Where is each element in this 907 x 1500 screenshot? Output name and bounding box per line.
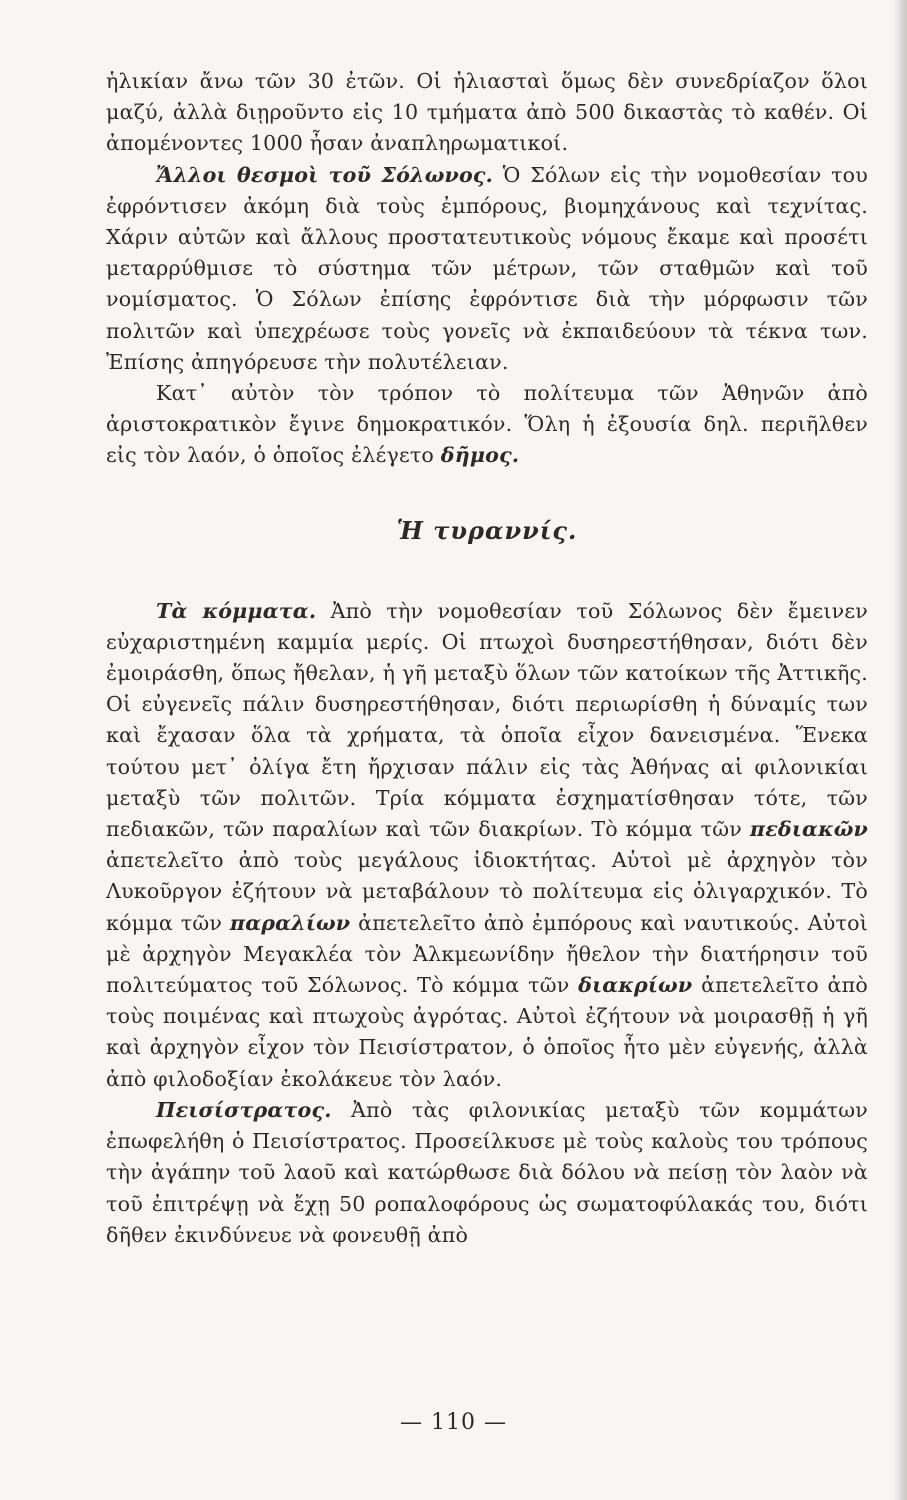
paragraph-peisistratos: [106, 1095, 868, 1251]
paragraph-heliastai: [106, 66, 868, 160]
emphasis-pediakon: πεδιακῶν: [749, 817, 868, 842]
paragraph-other-institutions: [106, 160, 868, 378]
emphasis-paralion: παραλίων: [229, 910, 351, 935]
paragraph-text: Ἀπὸ τὰς φιλονικίας μεταξὺ τῶν κομμάτων ἐπωφελήθη ὁ Πεισίστρατος. Προσείλκυσε μὲ τοὺς καλοὺς του τρόπους τὴν ἀγάπην τοῦ λαοῦ καὶ κατώρθωσε διὰ δόλου νὰ πείσῃ τὸν λαὸν νὰ τοῦ ἐπιτρέψῃ νὰ ἔχῃ 50 ροπαλοφόρους ὡς σωματοφύλακάς του, διότι δῆθεν ἐκινδύνευε νὰ φονευθῇ ἀπὸ: [106, 1097, 868, 1247]
emphasis-diakrion: διακρίων: [578, 973, 693, 998]
paragraph-text: Κατ᾽ αὐτὸν τὸν τρόπον τὸ πολίτευμα τῶν Ἀθηνῶν ἀπὸ ἀριστοκρατικὸν ἔγινε δημοκρατικόν. Ὅλη ἡ ἐξουσία δηλ. περιῆλθεν εἰς τὸν λαόν, ὁ ὁποῖος ἐλέγετο: [106, 381, 868, 468]
paragraph-text: Ὁ Σόλων εἰς τὴν νομοθεσίαν του ἐφρόντισεν ἀκόμη διὰ τοὺς ἐμπόρους, βιομηχάνους καὶ τεχνίτας. Χάριν αὐτῶν καὶ ἄλλους προστατευτικοὺς νόμους ἔκαμε καὶ προσέτι μεταρρύθμισε τὸ σύστημα τῶν μέτρων, τῶν σταθμῶν καὶ τοῦ νομίσματος. Ὁ Σόλων ἐπίσης ἐφρόντισε διὰ τὴν μόρφωσιν τῶν πολιτῶν καὶ ὑπεχρέωσε τοὺς γονεῖς νὰ ἐκπαιδεύουν τὰ τέκνα των. Ἐπίσης ἀπηγόρευσε τὴν πολυτέλειαν.: [106, 162, 868, 374]
emphasis-demos: δῆμος.: [440, 443, 520, 468]
section-title: Ἡ τυραννίς.: [396, 515, 578, 545]
paragraph-text: Ἀπὸ τὴν νομοθεσίαν τοῦ Σόλωνος δὲν ἔμεινεν εὐχαριστημένη καμμία μερίς. Οἱ πτωχοὶ δυσηρεστήθησαν, διότι δὲν ἐμοιράσθη, ὅπως ἤθελαν, ἡ γῆ μεταξὺ ὅλων τῶν κατοίκων τῆς Ἀττικῆς. Οἱ εὐγενεῖς πάλιν δυσηρεστήθησαν, διότι περιωρίσθη ἡ δύναμίς των καὶ ἔχασαν ὅλα τὰ χρήματα, τὰ ὁποῖα εἶχον δανεισμένα. Ἕνεκα τούτου μετ᾽ ὀλίγα ἔτη ἤρχισαν πάλιν εἰς τὰς Ἀθήνας αἱ φιλονικίαι μεταξὺ τῶν πολιτῶν. Τρία κόμματα ἐσχηματίσθησαν τότε, τῶν πεδιακῶν, τῶν παραλίων καὶ τῶν διακρίων. Τὸ κόμμα τῶν: [106, 598, 868, 842]
paragraph-lead: Ἄλλοι θεσμοὶ τοῦ Σόλωνος.: [156, 162, 494, 187]
paragraph-lead: Πεισίστρατος.: [156, 1097, 332, 1122]
paragraph-text: ἀπετελεῖτο ἀπὸ ἐμπόρους καὶ ναυτικούς. Αὐτοὶ μὲ ἀρχηγὸν Μεγακλέα τὸν Ἀλκμεωνίδην ἤθελον τὴν διατήρησιν τοῦ πολιτεύματος τοῦ Σόλωνος. Τὸ κόμμα τῶν: [106, 910, 868, 998]
paragraph-text: ἀπετελεῖτο ἀπὸ τοὺς μεγάλους ἰδιοκτήτας. Αὐτοὶ μὲ ἀρχηγὸν τὸν Λυκοῦργον ἐζήτουν νὰ μεταβάλουν τὸ πολίτευμα εἰς ὀλιγαρχικόν. Τὸ κόμμα τῶν: [106, 848, 868, 935]
text-block: [106, 66, 868, 1251]
paragraph-lead: Τὰ κόμματα.: [156, 598, 317, 623]
page-number: — 110 —: [400, 1410, 507, 1435]
paragraph-parties: [106, 596, 868, 1095]
paragraph-democracy: [106, 378, 868, 472]
paragraph-text: ἡλικίαν ἄνω τῶν 30 ἐτῶν. Οἱ ἡλιασταὶ ὅμως δὲν συνεδρίαζον ὅλοι μαζύ, ἀλλὰ διῃροῦντο εἰς 10 τμήματα ἀπὸ 500 δικαστὰς τὸ καθέν. Οἱ ἀπομένοντες 1000 ἦσαν ἀναπληρωματικοί.: [106, 69, 868, 156]
paragraph-text: ἀπετελεῖτο ἀπὸ τοὺς ποιμένας καὶ πτωχοὺς ἀγρότας. Αὐτοὶ ἐζήτουν νὰ μοιρασθῇ ἡ γῆ καὶ ἀρχηγὸν εἶχον τὸν Πεισίστρατον, ὁ ὁποῖος ἦτο μὲν εὐγενής, ἀλλὰ ἀπὸ φιλοδοξίαν ἐκολάκευε τὸν λαόν.: [106, 973, 868, 1091]
page-edge-shadow: [893, 0, 907, 1500]
